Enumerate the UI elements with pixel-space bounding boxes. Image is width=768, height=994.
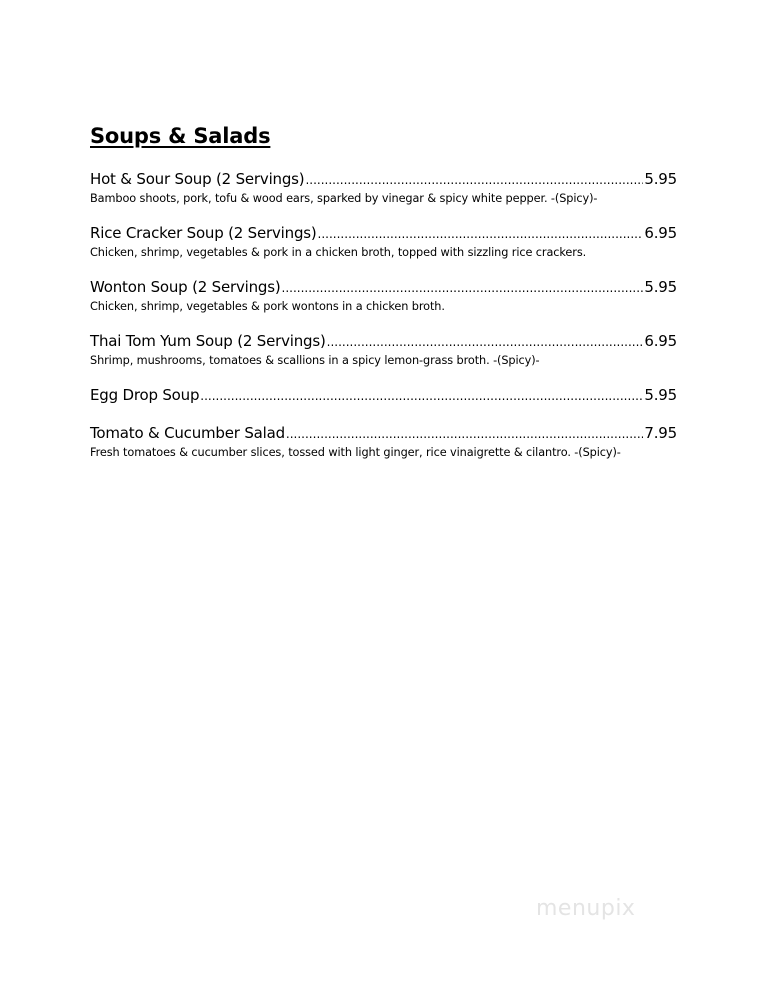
menu-item-tomato-cucumber-salad (90, 423, 677, 460)
item-name: Egg Drop Soup (90, 386, 200, 404)
item-price: 5.95 (644, 278, 677, 296)
item-line (90, 277, 677, 298)
item-line (90, 169, 677, 190)
item-name: Tomato & Cucumber Salad (90, 424, 285, 442)
item-name: Wonton Soup (2 Servings) (90, 278, 281, 296)
item-line (90, 331, 677, 352)
menu-item-egg-drop-soup (90, 385, 677, 406)
dot-leader (200, 386, 643, 406)
menu-list (90, 169, 677, 477)
menu-item-hot-sour-soup (90, 169, 677, 206)
item-line (90, 385, 677, 406)
item-description: Bamboo shoots, pork, tofu & wood ears, sparked by vinegar & spicy white pepper. -(Spicy)- (90, 192, 598, 205)
menu-item-rice-cracker-soup (90, 223, 677, 260)
dot-leader (305, 170, 643, 190)
item-price: 7.95 (644, 424, 677, 442)
item-line (90, 423, 677, 444)
item-description: Shrimp, mushrooms, tomatoes & scallions in a spicy lemon-grass broth. -(Spicy)- (90, 354, 540, 367)
item-description: Chicken, shrimp, vegetables & pork wontons in a chicken broth. (90, 300, 445, 313)
item-name: Rice Cracker Soup (2 Servings) (90, 224, 317, 242)
dot-leader (327, 332, 644, 352)
section-title: Soups & Salads (90, 124, 271, 148)
dot-leader (286, 424, 643, 444)
menu-item-wonton-soup (90, 277, 677, 314)
item-description: Fresh tomatoes & cucumber slices, tossed with light ginger, rice vinaigrette & cilantro. -(Spicy)- (90, 446, 621, 459)
item-price: 6.95 (644, 332, 677, 350)
menupix-watermark: menupix (536, 896, 636, 921)
item-price: 5.95 (644, 170, 677, 188)
dot-leader (318, 224, 644, 244)
item-line (90, 223, 677, 244)
item-price: 5.95 (644, 386, 677, 404)
dot-leader (282, 278, 644, 298)
item-name: Thai Tom Yum Soup (2 Servings) (90, 332, 326, 350)
item-description: Chicken, shrimp, vegetables & pork in a chicken broth, topped with sizzling rice crackers. (90, 246, 587, 259)
item-price: 6.95 (644, 224, 677, 242)
item-name: Hot & Sour Soup (2 Servings) (90, 170, 305, 188)
menu-item-thai-tom-yum-soup (90, 331, 677, 368)
